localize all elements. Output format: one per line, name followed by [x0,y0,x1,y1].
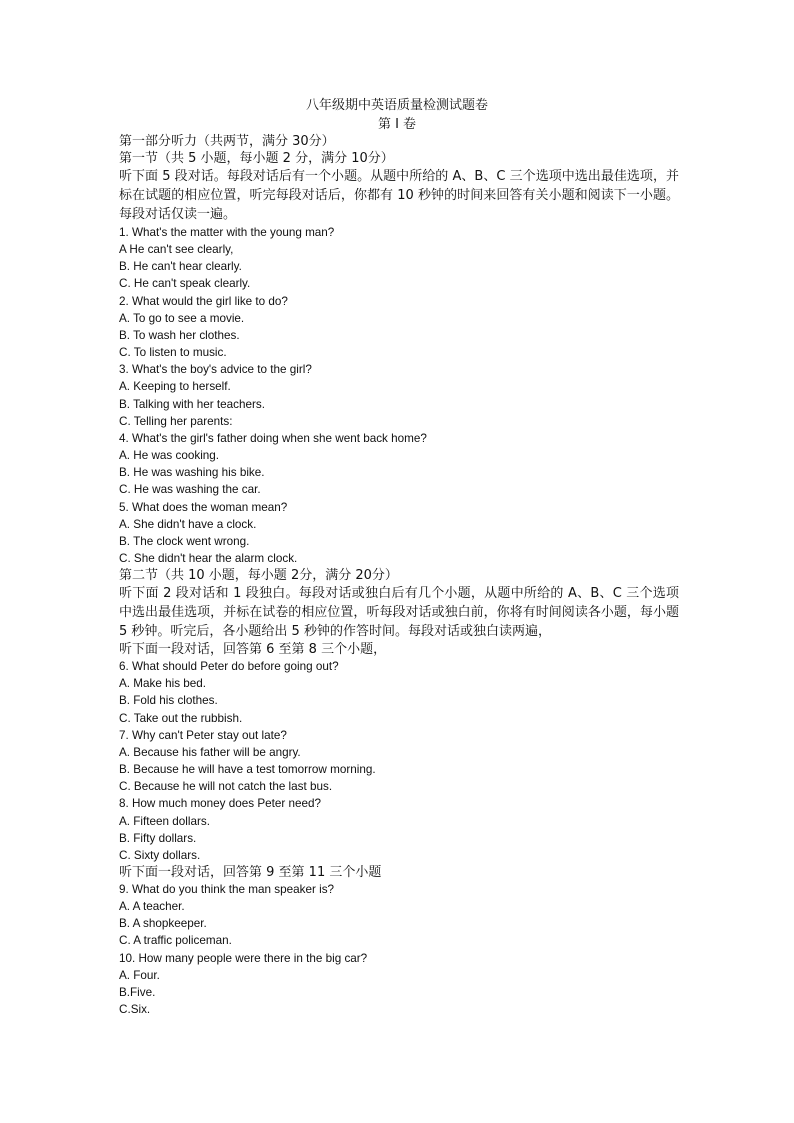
exam-content [119,133,679,1018]
part-heading: 第一部分听力（共两节，满分 30分） [119,134,335,149]
answer-option: B. A shopkeeper. [119,917,207,931]
answer-option: A. Make his bed. [119,677,207,691]
answer-option: B. Because he will have a test tomorrow morning. [119,763,376,777]
answer-option: C. Because he will not catch the last bus. [119,780,333,794]
answer-option: B. To wash her clothes. [119,328,240,342]
answer-option: C.Six. [119,1003,151,1017]
answer-option: A. To go to see a movie. [119,311,245,325]
group1-intro: 听下面一段对话，回答第 6 至第 8 三个小题， [119,642,387,658]
answer-option: A. He was cooking. [119,449,220,463]
answer-option: B. Talking with her teachers. [119,397,265,411]
question-stem: 5. What does the woman mean? [119,500,288,514]
answer-option: A. A teacher. [119,900,185,914]
answer-option: B. He was washing his bike. [119,466,265,480]
section1-instructions: 听下面 5 段对话。每段对话后有一个小题。从题中所给的 A、B、C 三个选项中选出最佳选项，并标在试题的相应位置，听完每段对话后，你都有 10 秒钟的时间来回答有关小题和阅读下一小题。每段对话仅读一遍。 [119,169,679,222]
question-stem: 3. What's the boy's advice to the girl? [119,363,312,377]
answer-option: C. He can't speak clearly. [119,277,251,291]
volume-label: 第 I 卷 [377,117,417,132]
answer-option: B. Fifty dollars. [119,831,197,845]
question-stem: 7. Why can't Peter stay out late? [119,728,287,742]
question-stem: 9. What do you think the man speaker is? [119,883,335,896]
answer-option: C. Telling her parents: [119,414,233,428]
answer-option: B. Fold his clothes. [119,694,218,708]
answer-option: C. He was washing the car. [119,483,261,497]
section2-heading: 第二节（共 10 小题，每小题 2分，满分 20分） [119,568,398,584]
question-stem: 2. What would the girl like to do? [119,294,288,308]
answer-option: A. Keeping to herself. [119,380,231,394]
paper-title: 八年级期中英语质量检测试题卷 [305,98,488,113]
answer-option: C. A traffic policeman. [119,934,232,948]
answer-option: A He can't see clearly, [119,243,234,257]
answer-option: C. Sixty dollars. [119,848,201,862]
question-stem: 6. What should Peter do before going out? [119,660,339,674]
answer-option: B. The clock went wrong. [119,534,250,548]
answer-option: A. Because his father will be angry. [119,745,301,759]
answer-option: B.Five. [119,985,156,999]
answer-option: A. Four. [119,968,160,982]
question-stem: 10. How many people were there in the big car? [119,951,368,965]
answer-option: C. To listen to music. [119,346,227,360]
section1-questions [119,224,679,567]
question-stem: 1. What's the matter with the young man? [119,226,335,239]
answer-option: A. Fifteen dollars. [119,814,210,828]
answer-option: B. He can't hear clearly. [119,260,242,274]
answer-option: C. She didn't hear the alarm clock. [119,551,298,565]
question-stem: 4. What's the girl's father doing when she went back home? [119,431,427,445]
section2-instructions: 听下面 2 段对话和 1 段独白。每段对话或独白后有几个小题，从题中所给的 A、B、C 三个选项中选出最佳选项，并标在试卷的相应位置，听每段对话或独白前，你将有时间阅读各小题，每小题 5 秒钟。听完后，各小题给出 5 秒钟的作答时间。每段对话或独白读两遍， [119,586,679,640]
answer-option: A. She didn't have a clock. [119,517,257,531]
section1-heading: 第一节（共 5 小题，每小题 2 分，满分 10分） [119,151,394,166]
question-stem: 8. How much money does Peter need? [119,797,322,811]
answer-option: C. Take out the rubbish. [119,711,243,725]
group2-questions [119,881,679,1018]
group2-intro: 听下面一段对话，回答第 9 至第 11 三个小题 [119,865,382,880]
group1-questions [119,658,679,864]
